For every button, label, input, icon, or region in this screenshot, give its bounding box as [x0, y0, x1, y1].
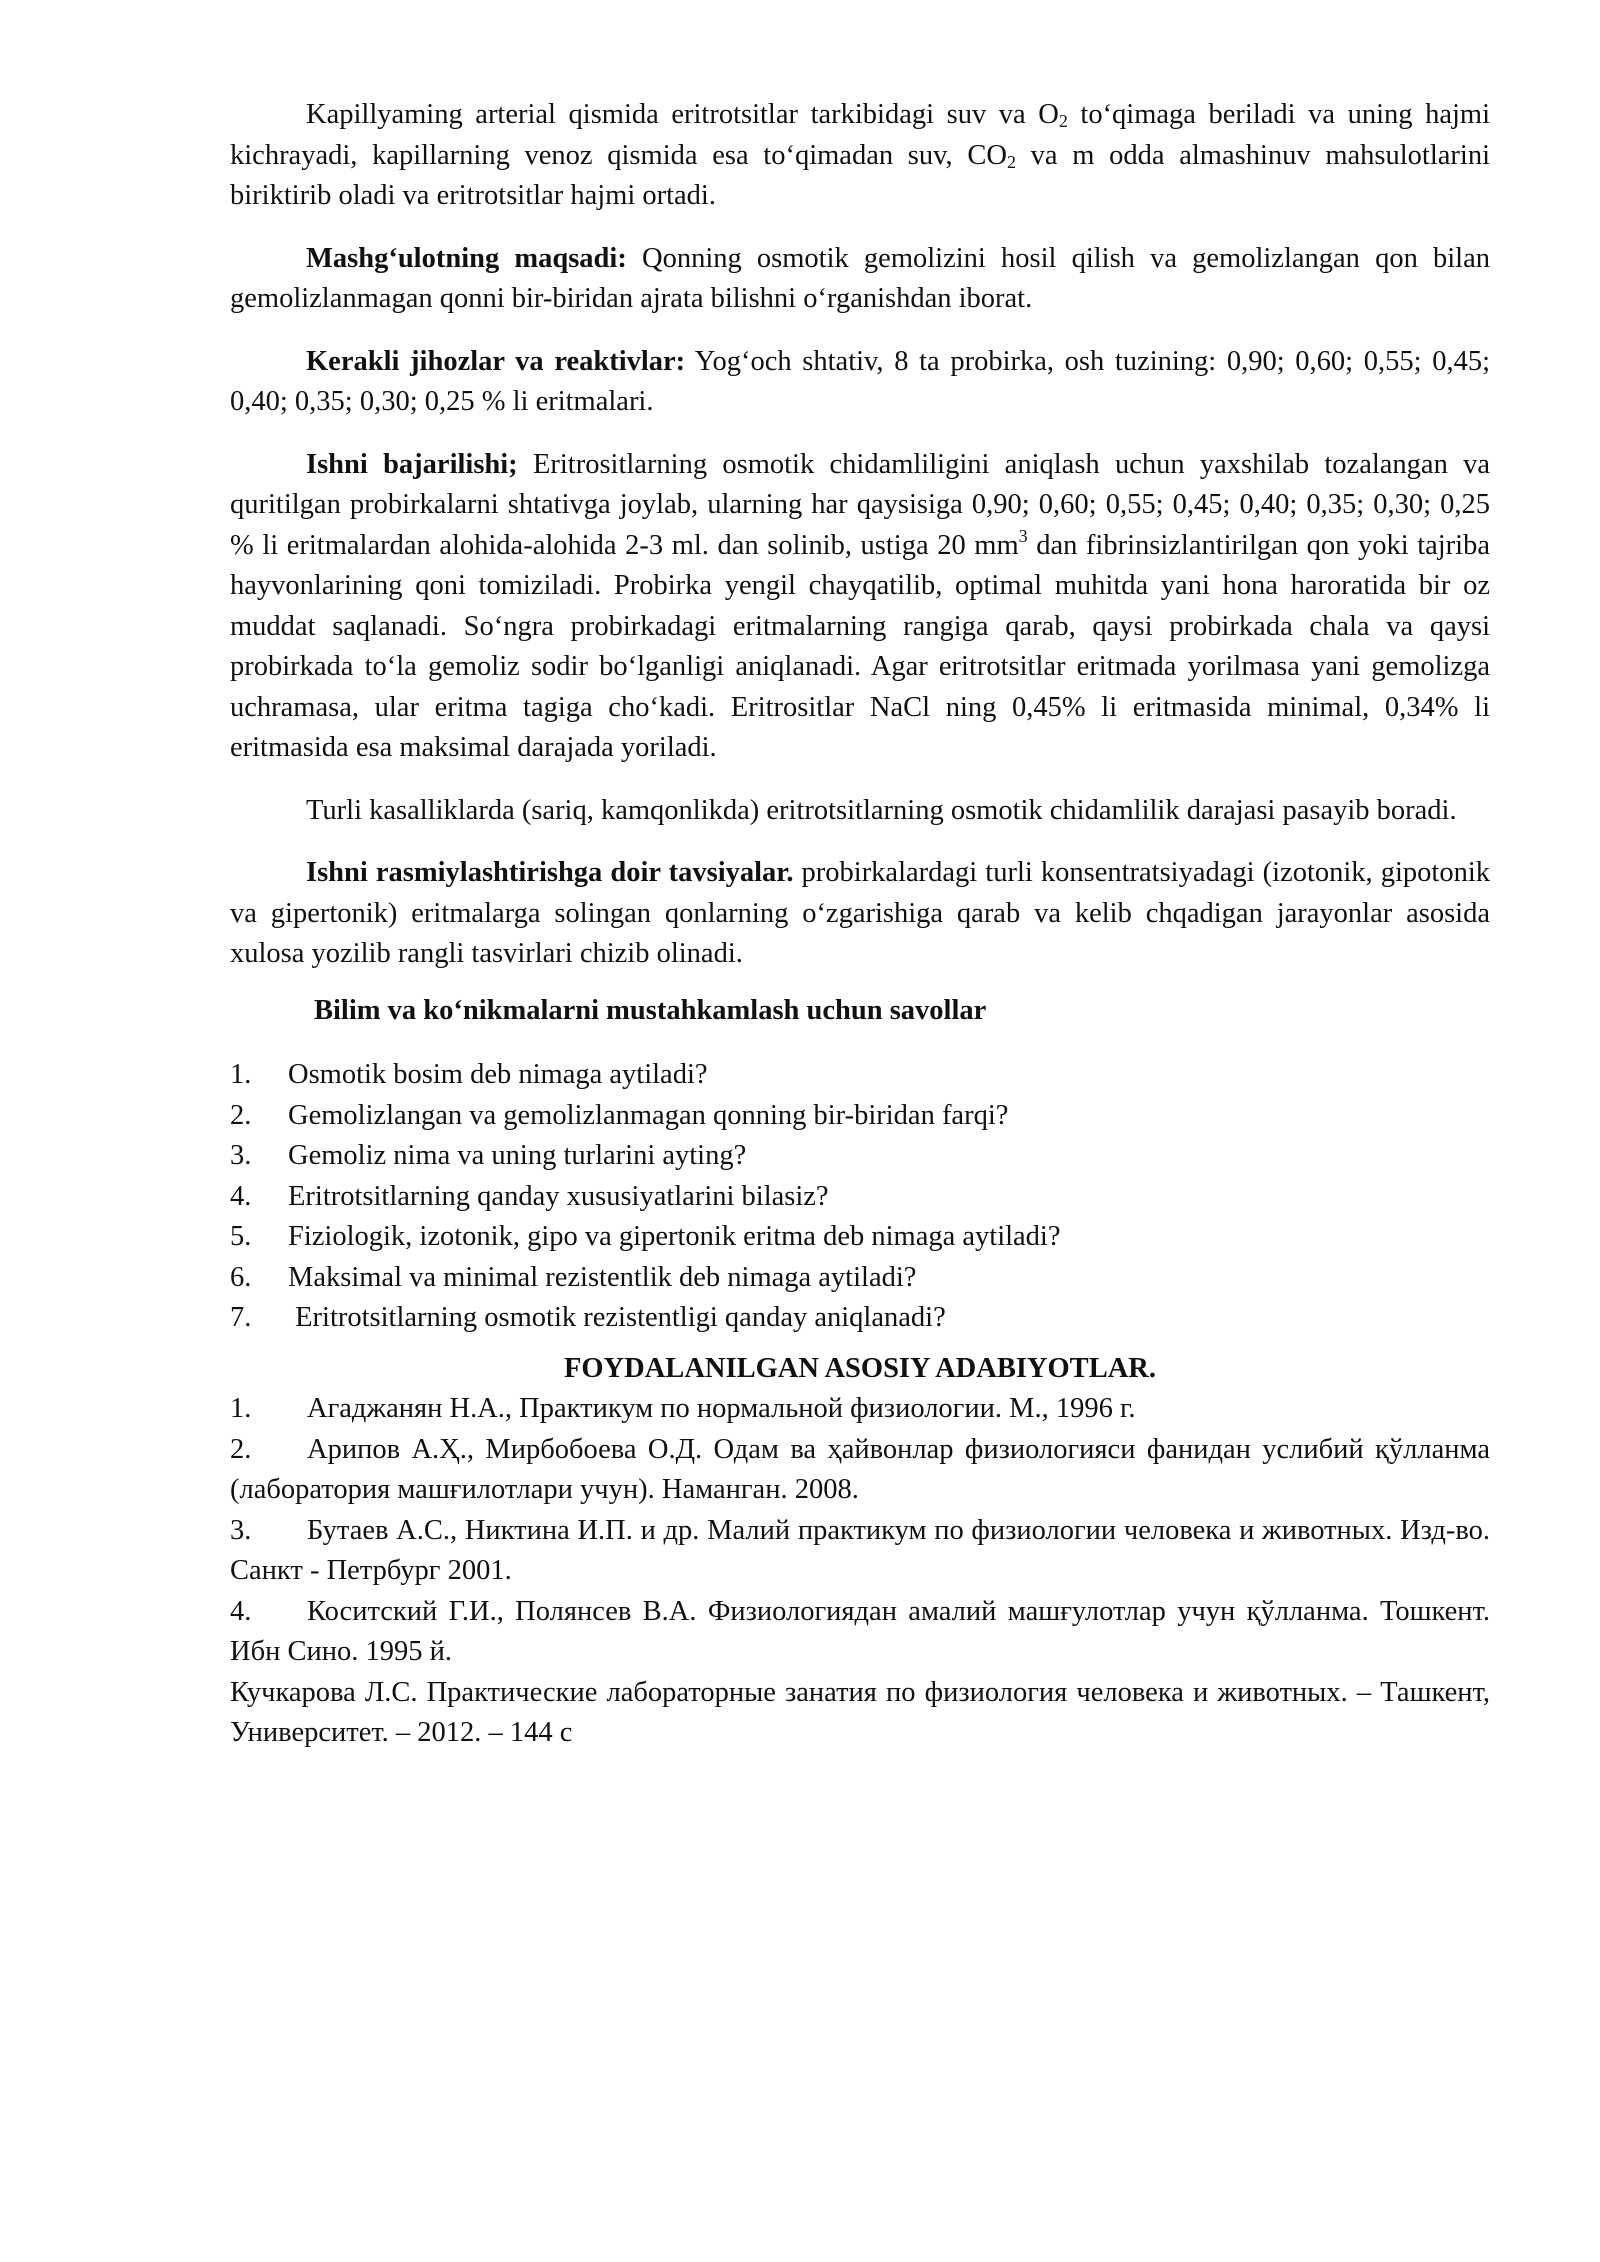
list-item — [230, 1298, 1490, 1339]
list-number: 1. — [230, 1059, 252, 1090]
reference-item — [230, 1673, 1490, 1754]
paragraph-purpose — [230, 239, 1490, 320]
references-title: FOYDALANILGAN ASOSIY ADABIYOTLAR. — [563, 1352, 1156, 1384]
subscript: 2 — [1006, 151, 1016, 172]
list-item — [230, 1055, 1490, 1096]
reference-number: 4. — [230, 1595, 252, 1627]
list-number: 2. — [230, 1099, 252, 1131]
paragraph-text: to‘qimaga beriladi va uning hajmi kichrayadi, kapillarning venoz qismida esa to‘qimadan suv, CO — [230, 99, 1491, 171]
paragraph-label: Ishni bajarilishi; — [306, 448, 518, 480]
list-text: Eritrotsitlarning osmotik rezistentligi qanday aniqlanadi? — [288, 1302, 946, 1333]
questions-heading: Bilim va ko‘nikmalarni mustahkamlash uchun savollar — [314, 994, 987, 1026]
list-text: Gemoliz nima va uning turlarini ayting? — [288, 1140, 747, 1171]
list-text: Osmotik bosim deb nimaga aytiladi? — [288, 1059, 708, 1090]
list-text: Maksimal va minimal rezistentlik deb nimaga aytiladi? — [288, 1261, 917, 1293]
list-number: 3. — [230, 1140, 252, 1171]
reference-item — [230, 1592, 1490, 1673]
list-number: 4. — [230, 1180, 252, 1212]
paragraph-text: Kapillyaming arterial qismida eritrotsitlar tarkibidagi suv va O — [306, 99, 1059, 130]
list-number: 5. — [230, 1221, 252, 1252]
reference-item — [230, 1389, 1490, 1430]
list-text: Fiziologik, izotonik, gipo va gipertonik eritma deb nimaga aytiladi? — [288, 1221, 1061, 1252]
list-item — [230, 1096, 1490, 1137]
list-item — [230, 1258, 1490, 1299]
reference-item — [230, 1430, 1490, 1511]
superscript: 3 — [1018, 525, 1028, 546]
reference-number: 2. — [230, 1433, 252, 1465]
list-item — [230, 1136, 1490, 1177]
subscript: 2 — [1058, 111, 1068, 131]
paragraph-text: Qonning osmotik gemolizini hosil qilish va gemolizlangan qon bilan gemolizlanmagan qonni bir-biridan ajrata bilishni o‘rganishdan iborat. — [230, 242, 1490, 314]
reference-text: Коситский Г.И., Полянсев В.А. Физиологиядан амалий машғулотлар учун қўлланма. Тошкент. Ибн Сино. 1995 й. — [230, 1595, 1490, 1667]
paragraph-recommendations — [230, 853, 1490, 975]
paragraph-label: Kerakli jihozlar va reaktivlar: — [306, 345, 686, 377]
reference-text: Кучкарова Л.С. Практические лабораторные занатия по физиология человека и животных. – Ташкент, Университет. – 2012. – 144 с — [230, 1676, 1490, 1748]
list-text: Eritrotsitlarning qanday xususiyatlarini bilasiz? — [288, 1180, 829, 1212]
list-number: 7. — [230, 1302, 252, 1333]
paragraph-diseases — [230, 791, 1490, 832]
list-item — [230, 1177, 1490, 1218]
paragraph-capillary — [230, 95, 1490, 217]
paragraph-label: Ishni rasmiylashtirishga doir tavsiyalar. — [306, 857, 794, 888]
reference-number: 1. — [230, 1393, 252, 1424]
reference-text: Арипов А.Ҳ., Мирбобоева О.Д. Одам ва ҳайвонлар физиологияси фанидан услибий қўлланма (лаборатория машғилотлари учун). Наманган. 2008. — [230, 1433, 1490, 1505]
document-page — [230, 95, 1490, 1754]
reference-text: Бутаев А.С., Никтина И.П. и др. Малий практикум по физиологии человека и животных. Изд-во. Санкт - Петрбург 2001. — [230, 1514, 1490, 1586]
paragraph-label: Mashg‘ulotning maqsadi: — [306, 242, 627, 274]
paragraph-text: Eritrositlarning osmotik chidamliligini aniqlash uchun yaxshilab tozalangan va quritilgan probirkalarni shtativga joylab, ularning har qaysisiga 0,90; 0,60; 0,55; 0,45; 0,40; 0,35; 0,30; 0,25 % li eritmalardan alohida-alohida 2-3 ml. dan solinib, ustiga 20 mm — [230, 448, 1490, 561]
paragraph-text: va m odda almashinuv mahsulotlarini biriktirib oladi va eritrotsitlar hajmi ortadi. — [230, 139, 1490, 211]
paragraph-equipment — [230, 342, 1490, 423]
paragraph-text: Turli kasalliklarda (sariq, kamqonlikda) eritrotsitlarning osmotik chidamlilik darajasi pasayib boradi. — [306, 794, 1457, 826]
list-text: Gemolizlangan va gemolizlanmagan qonning bir-biridan farqi? — [288, 1099, 1009, 1131]
reference-number: 3. — [230, 1514, 252, 1546]
paragraph-text: probirkalardagi turli konsentratsiyadagi (izotonik, gipotonik va gipertonik) eritmalarga solingan qonlarning o‘zgarishiga qarab va kelib chqadigan jarayonlar asosida xulosa yozilib rangli tasvirlari chizib olinadi. — [230, 857, 1490, 969]
questions-list — [230, 1055, 1490, 1339]
list-number: 6. — [230, 1261, 252, 1293]
list-item — [230, 1217, 1490, 1258]
paragraph-text: Yog‘och shtativ, 8 ta probirka, osh tuzining: 0,90; 0,60; 0,55; 0,45; 0,40; 0,35; 0,30; 0,25 % li eritmalari. — [230, 345, 1490, 417]
paragraph-text: dan fibrinsizlantirilgan qon yoki tajriba hayvonlarining qoni tomiziladi. Probirka yengil chayqatilib, optimal muhitda yani hona haroratida bir oz muddat saqlanadi. So‘ngra probirkadagi eritmalarning rangiga qarab, qaysi probirkada chala va qaysi probirkada to‘la gemoliz sodir bo‘lganligi aniqlanadi. Agar eritrotsitlar eritmada yorilmasa yani gemolizga uchramasa, ular eritma tagiga cho‘kadi. Eritrositlar NaCl ning 0,45% li eritmasida minimal, 0,34% li eritmasida esa maksimal darajada yoriladi. — [230, 529, 1490, 763]
paragraph-procedure — [230, 445, 1490, 769]
reference-item — [230, 1511, 1490, 1592]
reference-text: Агаджанян Н.А., Практикум по нормальной физиологии. М., 1996 г. — [307, 1393, 1136, 1424]
